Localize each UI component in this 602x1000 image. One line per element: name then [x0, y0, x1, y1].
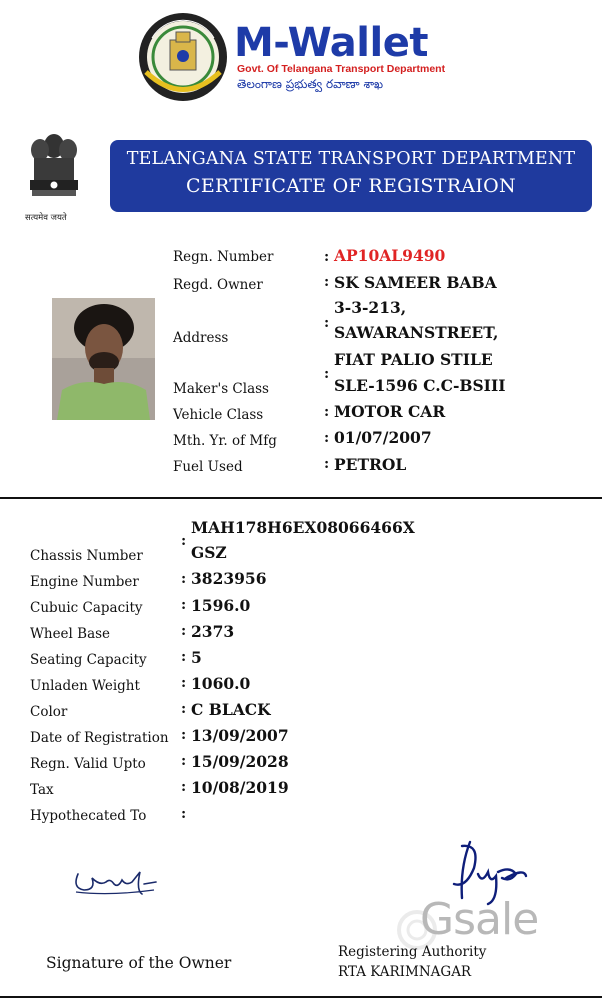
label-tax: Tax [30, 782, 54, 798]
colon: : [181, 779, 187, 795]
value-vehicle-class: MOTOR CAR [334, 402, 446, 421]
bottom-border [0, 996, 602, 998]
label-cubic-capacity: Cubuic Capacity [30, 600, 143, 616]
colon: : [181, 649, 187, 665]
value-date-of-registration: 13/09/2007 [191, 726, 289, 745]
colon: : [324, 249, 330, 265]
colon: : [181, 675, 187, 691]
label-mfg-date: Mth. Yr. of Mfg [173, 433, 277, 449]
colon: : [324, 315, 330, 331]
value-wheel-base: 2373 [191, 622, 235, 641]
ashoka-emblem-icon [22, 126, 86, 212]
label-hypothecated-to: Hypothecated To [30, 808, 147, 824]
value-chassis-line-2: GSZ [191, 543, 227, 562]
value-tax: 10/08/2019 [191, 778, 289, 797]
value-makers-class-line-2: SLE-1596 C.C-BSIII [334, 376, 506, 395]
value-unladen-weight: 1060.0 [191, 674, 251, 693]
value-chassis-line-1: MAH178H6EX08066466X [191, 518, 415, 537]
label-regn-valid-upto: Regn. Valid Upto [30, 756, 146, 772]
label-regd-owner: Regd. Owner [173, 277, 263, 293]
colon: : [181, 571, 187, 587]
label-color: Color [30, 704, 68, 720]
authority-signature-label: Registering Authority [338, 944, 487, 960]
value-regd-owner: SK SAMEER BABA [334, 273, 497, 292]
label-vehicle-class: Vehicle Class [173, 407, 264, 423]
value-regn-number: AP10AL9490 [334, 246, 446, 265]
label-date-of-registration: Date of Registration [30, 730, 169, 746]
value-engine-number: 3823956 [191, 569, 267, 588]
value-address-line-1: 3-3-213, [334, 298, 407, 317]
colon: : [181, 753, 187, 769]
label-address: Address [173, 330, 229, 346]
label-fuel-used: Fuel Used [173, 459, 243, 475]
value-regn-valid-upto: 15/09/2028 [191, 752, 289, 771]
app-subtitle-telugu: తెలంగాణ ప్రభుత్వ రవాణా శాఖ [237, 77, 384, 91]
colon: : [324, 404, 330, 420]
label-unladen-weight: Unladen Weight [30, 678, 140, 694]
value-fuel-used: PETROL [334, 455, 407, 474]
colon: : [324, 274, 330, 290]
watermark-text: Gsale [420, 894, 539, 945]
telangana-govt-logo [138, 12, 228, 102]
value-address-line-2: SAWARANSTREET, [334, 323, 499, 342]
owner-signature-label: Signature of the Owner [46, 954, 232, 972]
label-regn-number: Regn. Number [173, 249, 274, 265]
certificate-title: CERTIFICATE OF REGISTRAION [186, 175, 516, 197]
app-title: M-Wallet [234, 20, 428, 66]
colon: : [181, 533, 187, 549]
value-makers-class-line-1: FIAT PALIO STILE [334, 350, 493, 369]
label-chassis-number: Chassis Number [30, 548, 143, 564]
label-wheel-base: Wheel Base [30, 626, 111, 642]
card-divider [0, 497, 602, 499]
colon: : [181, 597, 187, 613]
colon: : [181, 623, 187, 639]
owner-signature [70, 860, 160, 900]
department-title: TELANGANA STATE TRANSPORT DEPARTMENT [126, 149, 576, 169]
label-seating-capacity: Seating Capacity [30, 652, 147, 668]
emblem-motto: सत्यमेव जयते [25, 213, 67, 223]
label-engine-number: Engine Number [30, 574, 139, 590]
colon: : [324, 430, 330, 446]
colon: : [181, 701, 187, 717]
app-subtitle: Govt. Of Telangana Transport Department [237, 63, 446, 75]
colon: : [181, 727, 187, 743]
label-makers-class: Maker's Class [173, 381, 269, 397]
owner-photo [52, 298, 155, 420]
colon: : [181, 806, 187, 822]
value-cubic-capacity: 1596.0 [191, 596, 251, 615]
colon: : [324, 366, 330, 382]
value-seating-capacity: 5 [191, 648, 202, 667]
value-color: C BLACK [191, 700, 271, 719]
authority-office: RTA KARIMNAGAR [338, 964, 472, 980]
value-mfg-date: 01/07/2007 [334, 428, 432, 447]
certificate-banner [110, 140, 592, 212]
colon: : [324, 456, 330, 472]
